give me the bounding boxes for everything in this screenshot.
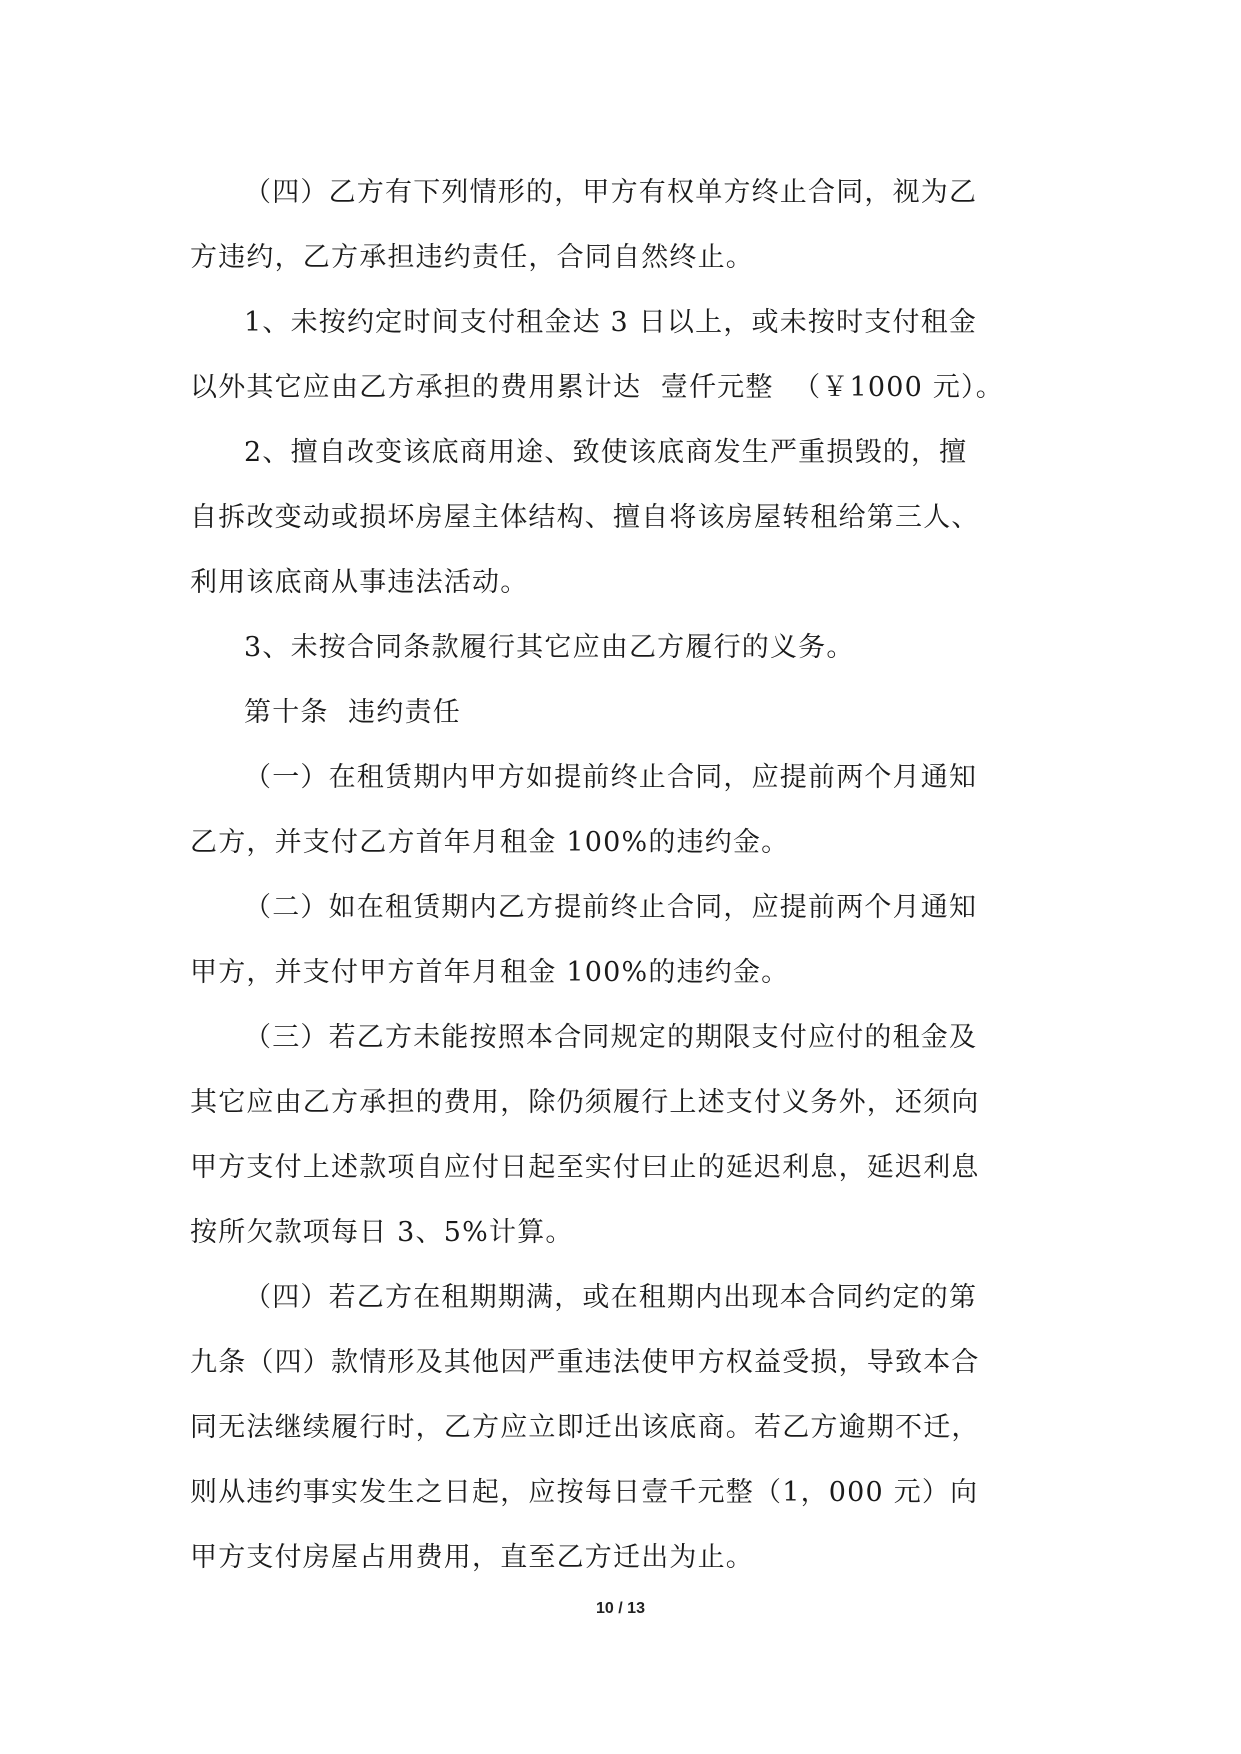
- text-line: 乙方，并支付乙方首年月租金 100%的违约金。: [190, 827, 790, 858]
- text-line: （四）乙方有下列情形的，甲方有权单方终止合同，视为乙: [244, 177, 978, 208]
- text-line: （一）在租赁期内甲方如提前终止合同，应提前两个月通知: [244, 762, 978, 793]
- article-10-heading: [190, 680, 1050, 745]
- text-line: 其它应由乙方承担的费用，除仍须履行上述支付义务外，还须向: [190, 1087, 980, 1118]
- text-line: 则从违约事实发生之日起，应按每日壹千元整（1，000 元）向: [190, 1477, 979, 1508]
- text-line: （二）如在租赁期内乙方提前终止合同，应提前两个月通知: [244, 892, 978, 923]
- text-line: 九条（四）款情形及其他因严重违法使甲方权益受损，导致本合: [190, 1347, 980, 1378]
- text-line: 1、未按约定时间支付租金达 3 日以上，或未按时支付租金: [244, 307, 978, 338]
- clause-4-item-2: [190, 420, 1050, 615]
- text-line: 2、擅自改变该底商用途、致使该底商发生严重损毁的，擅: [244, 437, 968, 468]
- page-number: 10 / 13: [596, 1600, 645, 1617]
- article-10-item-1: [190, 745, 1050, 875]
- article-10-item-3: [190, 1005, 1050, 1265]
- section-heading: 第十条 违约责任: [244, 697, 461, 728]
- text-line: 自拆改变动或损坏房屋主体结构、擅自将该房屋转租给第三人、: [190, 502, 980, 533]
- article-10-item-4: [190, 1265, 1050, 1590]
- text-line: 按所欠款项每日 3、5%计算。: [190, 1217, 574, 1248]
- text-line: 利用该底商从事违法活动。: [190, 567, 529, 598]
- text-line: 甲方支付房屋占用费用，直至乙方迁出为止。: [190, 1542, 754, 1573]
- clause-4-item-1: [190, 290, 1050, 420]
- clause-4-item-3: [190, 615, 1050, 680]
- text-line: 方违约，乙方承担违约责任，合同自然终止。: [190, 242, 754, 273]
- text-line: 同无法继续履行时，乙方应立即迁出该底商。若乙方逾期不迁，: [190, 1412, 980, 1443]
- article-10-item-2: [190, 875, 1050, 1005]
- text-line: 3、未按合同条款履行其它应由乙方履行的义务。: [244, 632, 855, 663]
- document-body: [190, 160, 1050, 1590]
- text-line: 甲方支付上述款项自应付日起至实付曰止的延迟利息，延迟利息: [190, 1152, 980, 1183]
- text-line: 以外其它应由乙方承担的费用累计达 壹仟元整 （￥1000 元）。: [190, 372, 1004, 403]
- clause-4-intro: [190, 160, 1050, 290]
- text-line: 甲方，并支付甲方首年月租金 100%的违约金。: [190, 957, 790, 988]
- text-line: （四）若乙方在租期期满，或在租期内出现本合同约定的第: [244, 1282, 978, 1313]
- text-line: （三）若乙方未能按照本合同规定的期限支付应付的租金及: [244, 1022, 978, 1053]
